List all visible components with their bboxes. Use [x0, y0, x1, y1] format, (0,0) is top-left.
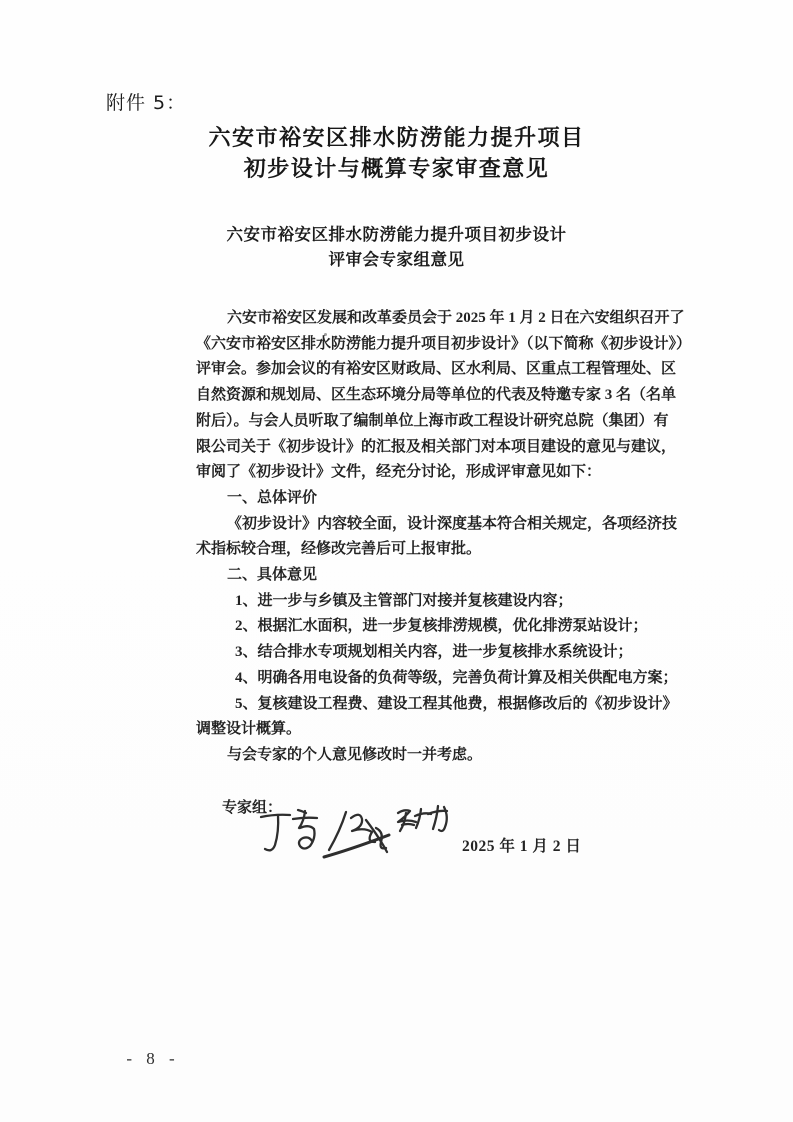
subtitle-line-1: 六安市裕安区排水防涝能力提升项目初步设计	[226, 225, 567, 244]
document-subtitle	[0, 222, 793, 272]
body-line: 与会专家的个人意见修改时一并考虑。	[227, 746, 483, 763]
subtitle-line-2: 评审会专家组意见	[328, 250, 465, 269]
body-line: 术指标较合理，经修改完善后可上报审批。	[196, 541, 482, 558]
body-line: 5、复核建设工程费、建设工程其他费，根据修改后的《初步设计》	[235, 695, 678, 712]
body-line: 自然资源和规划局、区生态环境分局等单位的代表及特邀专家 3 名（名单	[196, 387, 677, 404]
body-text	[196, 306, 692, 769]
page-number: - 8 -	[126, 1049, 180, 1068]
body-line: 《六安市裕安区排水防涝能力提升项目初步设计》（以下简称《初步设计》）	[196, 335, 692, 352]
handwritten-signature-2	[324, 812, 389, 857]
body-line: 评审会。参加会议的有裕安区财政局、区水利局、区重点工程管理处、区	[196, 361, 677, 378]
handwritten-signatures-ink	[248, 798, 463, 870]
title-line-1: 六安市裕安区排水防涝能力提升项目	[208, 126, 585, 151]
body-line: 六安市裕安区发展和改革委员会于 2025 年 1 月 2 日在六安组织召开了	[227, 310, 685, 326]
body-line: 1、进一步与乡镇及主管部门对接并复核建设内容；	[235, 592, 573, 609]
signature-date: 2025 年 1 月 2 日	[462, 838, 582, 855]
body-line: 调整设计概算。	[196, 721, 302, 738]
body-line: 附后）。与会人员听取了编制单位上海市政工程设计研究总院（集团）有	[196, 412, 669, 429]
expert-group-label: 专家组：	[222, 800, 283, 816]
body-line: 2、根据汇水面积，进一步复核排涝规模，优化排涝泵站设计；	[235, 618, 648, 635]
title-line-2: 初步设计与概算专家审查意见	[243, 157, 550, 182]
handwritten-signature-1	[261, 810, 317, 850]
body-line: 一、总体评价	[227, 489, 318, 506]
body-line: 《初步设计》内容较全面，设计深度基本符合相关规定，各项经济技	[227, 515, 678, 532]
body-line: 4、明确各用电设备的负荷等级，完善负荷计算及相关供配电方案；	[235, 669, 678, 686]
body-line: 审阅了《初步设计》文件，经充分讨论，形成评审意见如下：	[196, 464, 602, 481]
body-line: 3、结合排水专项规划相关内容，进一步复核排水系统设计；	[235, 644, 633, 661]
attachment-label: 附件 5：	[106, 92, 187, 114]
body-line: 限公司关于《初步设计》的汇报及相关部门对本项目建设的意见与建议，	[196, 438, 677, 455]
document-title	[0, 123, 793, 185]
handwritten-signature-3	[398, 806, 447, 831]
body-line: 二、具体意见	[227, 567, 318, 584]
